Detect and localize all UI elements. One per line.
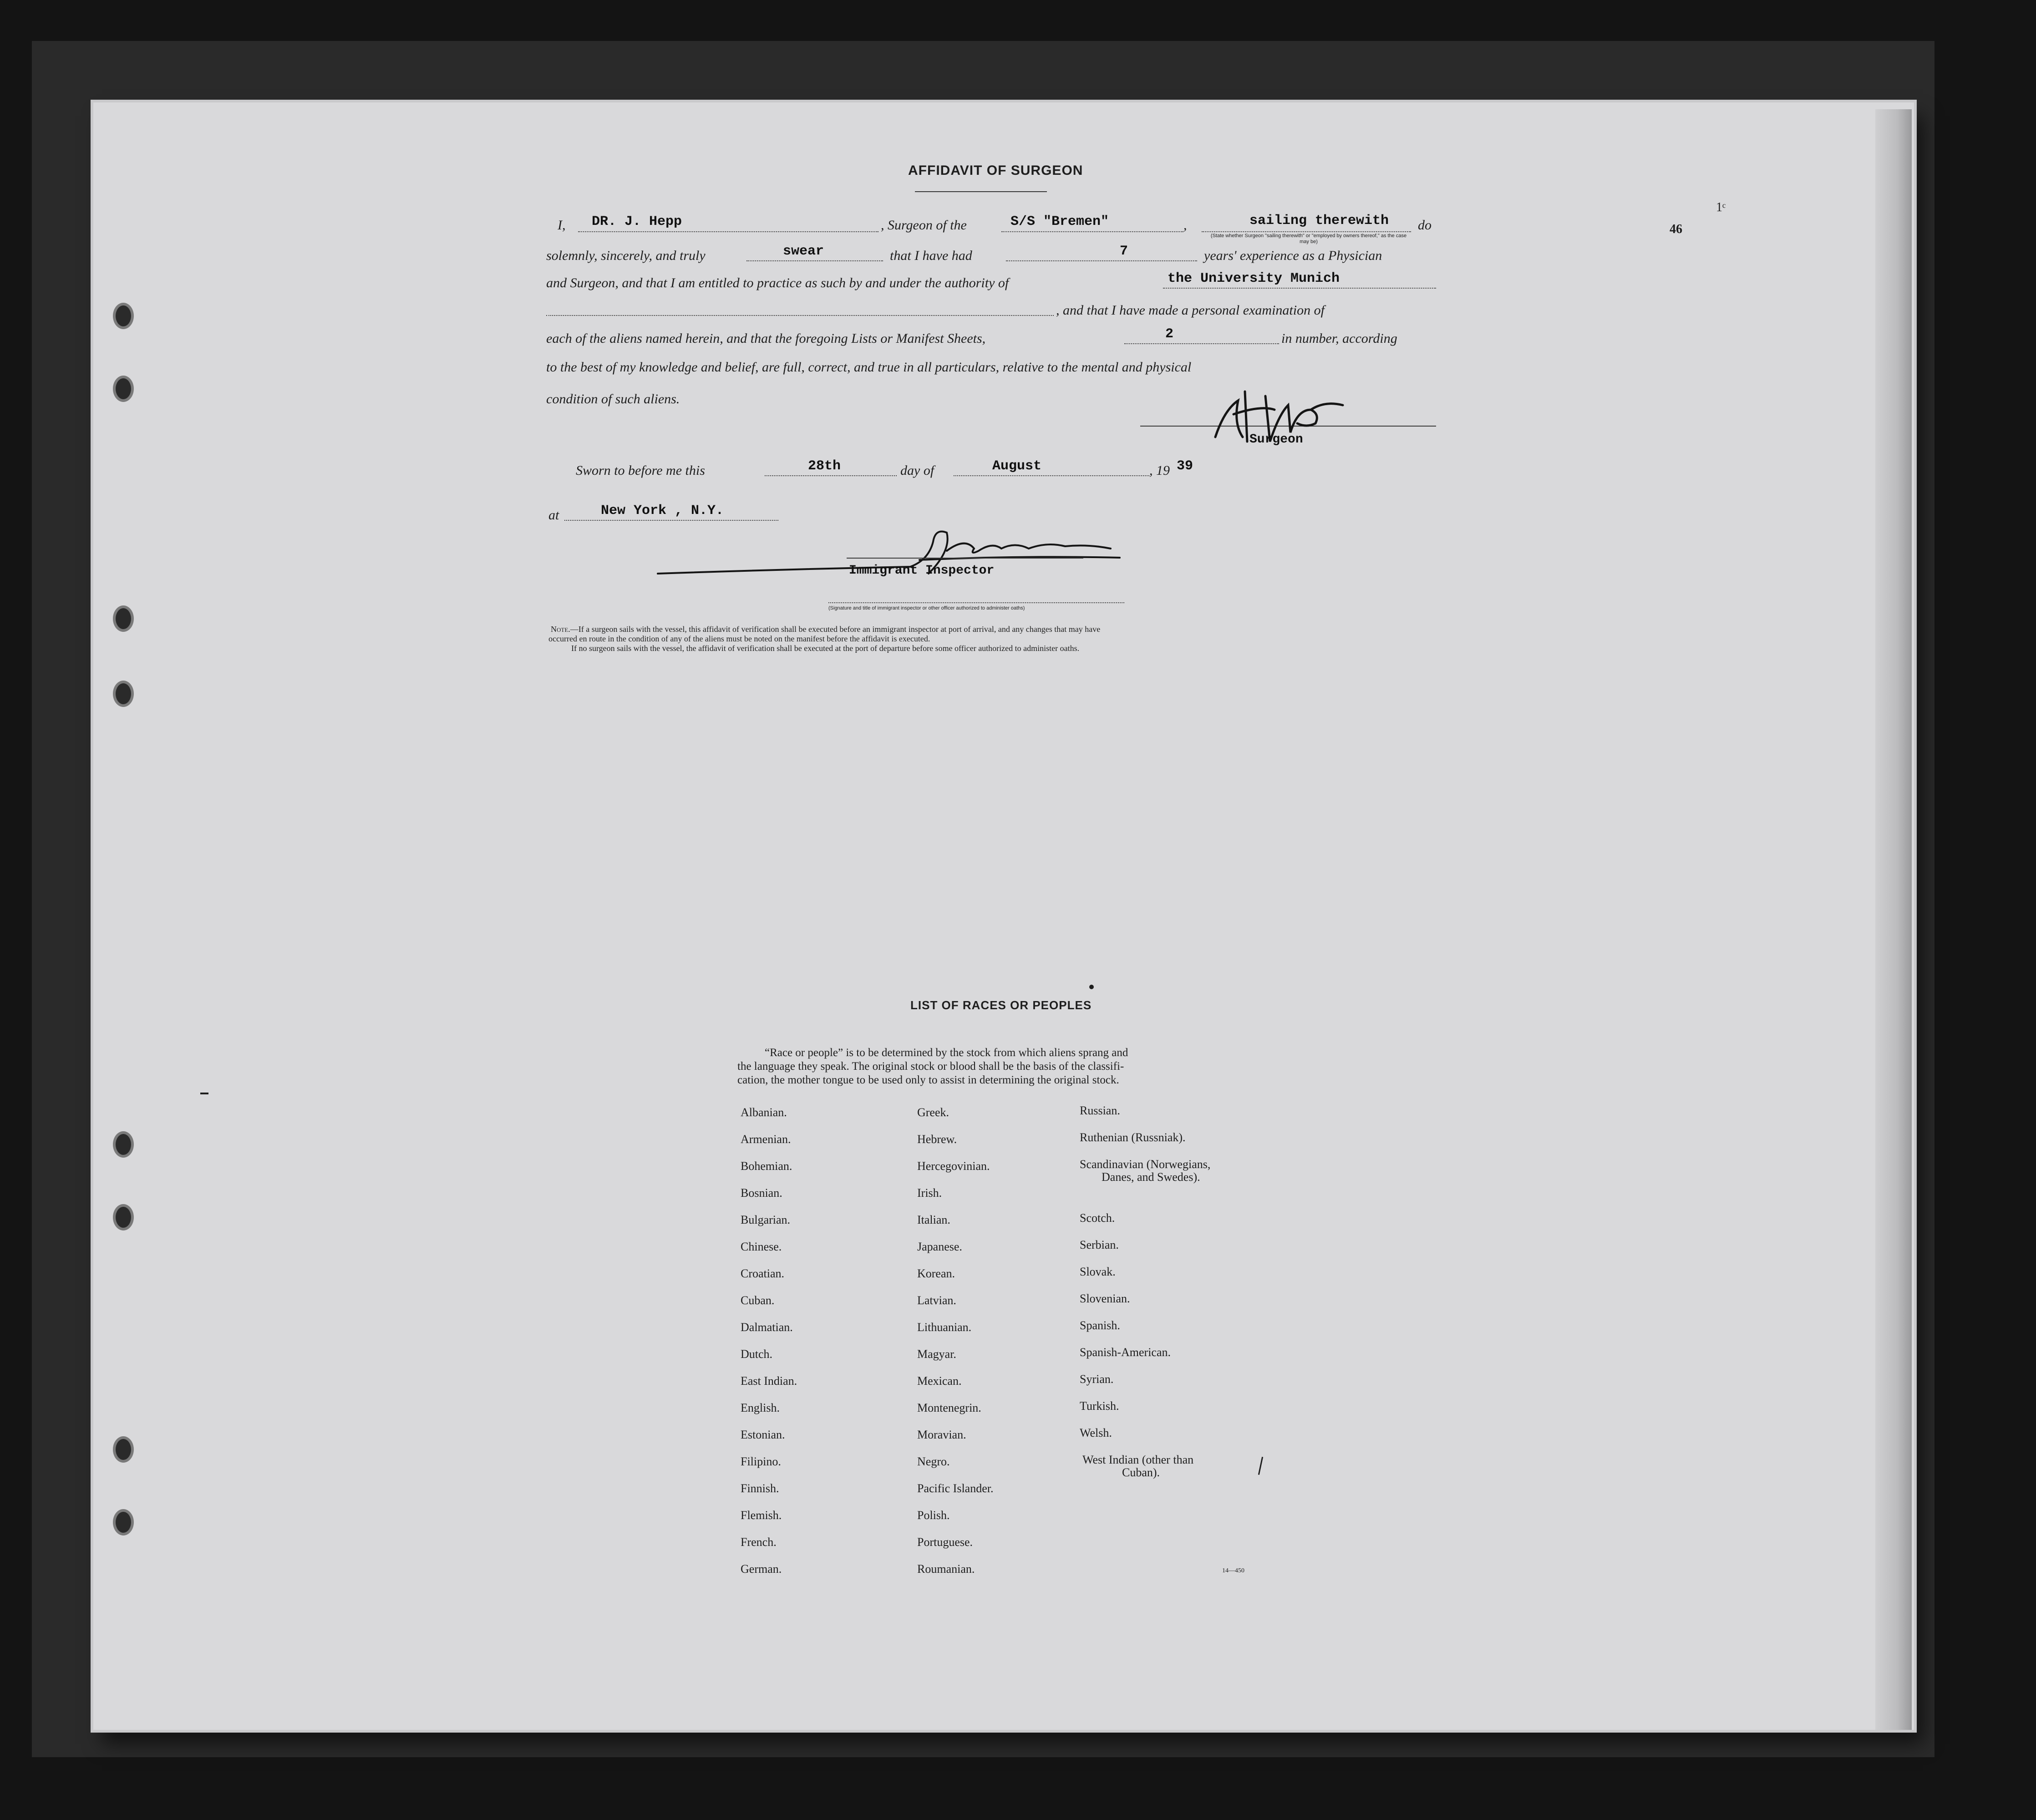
inspector-title: Immigrant Inspector xyxy=(849,564,995,578)
inspector-caption: (Signature and title of immigrant inspector or other officer authorized to administer oaths) xyxy=(828,605,1025,611)
line-text: and Surgeon, and that I am entitled to practice as such by and under the authority of xyxy=(546,275,1009,290)
sworn-month-field xyxy=(954,475,1149,476)
line-text: Sworn to before me this xyxy=(576,463,705,478)
document-page xyxy=(93,102,1914,1730)
vessel-field xyxy=(1001,231,1183,232)
race-item: Moravian. xyxy=(917,1428,966,1441)
line-text: do xyxy=(1418,218,1432,233)
punch-hole xyxy=(113,1204,134,1230)
race-item: Chinese. xyxy=(741,1240,782,1253)
race-item: Irish. xyxy=(917,1186,942,1200)
inspector-caption-line xyxy=(828,602,1124,603)
race-item: Cuban. xyxy=(741,1294,775,1307)
line-text: day of xyxy=(900,463,934,478)
race-item: Montenegrin. xyxy=(917,1401,981,1414)
race-item: Flemish. xyxy=(741,1509,782,1522)
vessel-name: S/S "Bremen" xyxy=(1010,214,1109,229)
race-item: Croatian. xyxy=(741,1267,785,1280)
line-text: solemnly, sincerely, and truly xyxy=(546,248,706,263)
status-hint: (State whether Surgeon "sailing therewith" or "employed by owners thereof," as the case may be) xyxy=(1210,233,1407,244)
punch-hole xyxy=(113,1131,134,1158)
race-item: Estonian. xyxy=(741,1428,785,1441)
punch-hole xyxy=(113,1436,134,1463)
punch-hole xyxy=(113,605,134,632)
line-text: that I have had xyxy=(890,248,972,263)
note-text: —If a surgeon sails with the vessel, this affidavit of verification shall be executed before an immigrant inspector at port of arrival, and any changes that may have xyxy=(570,625,1101,634)
race-item: East Indian. xyxy=(741,1374,797,1388)
race-item: Korean. xyxy=(917,1267,955,1280)
line-text: , Surgeon of the xyxy=(881,218,967,233)
race-item: Roumanian. xyxy=(917,1562,975,1576)
line-text: at xyxy=(548,508,559,523)
race-item: Mexican. xyxy=(917,1374,962,1388)
race-item: Bohemian. xyxy=(741,1159,792,1173)
race-item: Dutch. xyxy=(741,1347,773,1361)
line-text: in number, according xyxy=(1281,331,1397,346)
race-item: Finnish. xyxy=(741,1482,779,1495)
stray-mark xyxy=(1089,985,1094,989)
race-item: Cuban). xyxy=(1122,1466,1160,1479)
race-item: Filipino. xyxy=(741,1455,781,1468)
sheets-value: 2 xyxy=(1165,326,1174,342)
line-text: , 19 xyxy=(1149,463,1170,478)
authority-field xyxy=(1163,288,1436,289)
race-item: Welsh. xyxy=(1080,1426,1112,1439)
place-field xyxy=(564,520,778,521)
race-item: Greek. xyxy=(917,1106,949,1119)
place-value: New York , N.Y. xyxy=(601,503,724,519)
race-item: Ruthenian (Russniak). xyxy=(1080,1131,1186,1144)
sworn-year: 39 xyxy=(1177,458,1193,474)
race-item: Dalmatian. xyxy=(741,1321,793,1334)
punch-hole xyxy=(113,376,134,402)
surgeon-label: Surgeon xyxy=(1249,432,1303,447)
race-item: Syrian. xyxy=(1080,1373,1114,1386)
line-text: I, xyxy=(558,218,566,233)
race-item: West Indian (other than xyxy=(1082,1453,1194,1466)
status-field xyxy=(1202,231,1411,232)
stray-mark xyxy=(200,1093,208,1094)
surgeon-name: DR. J. Hepp xyxy=(592,214,682,229)
surgeon-status: sailing therewith xyxy=(1249,213,1389,229)
punch-hole xyxy=(113,1509,134,1535)
affidavit-title: AFFIDAVIT OF SURGEON xyxy=(908,163,1083,178)
races-intro-2: the language they speak. The original stock or blood shall be the basis of the classifi- xyxy=(737,1060,1124,1073)
race-item: Bosnian. xyxy=(741,1186,782,1200)
races-title: LIST OF RACES OR PEOPLES xyxy=(910,998,1092,1012)
race-item: Latvian. xyxy=(917,1294,956,1307)
page-fold xyxy=(1875,109,1912,1730)
line-text: , xyxy=(1183,218,1187,233)
line-text: to the best of my knowledge and belief, are full, correct, and true in all particulars, relative to the mental and physical xyxy=(546,360,1192,375)
race-item: Slovak. xyxy=(1080,1265,1116,1278)
race-item: Bulgarian. xyxy=(741,1213,791,1226)
race-item: Spanish-American. xyxy=(1080,1346,1171,1359)
race-item: Magyar. xyxy=(917,1347,956,1361)
punch-hole xyxy=(113,303,134,329)
race-item: Scotch. xyxy=(1080,1211,1115,1225)
punch-hole xyxy=(113,681,134,707)
sworn-day: 28th xyxy=(808,458,841,474)
inspector-title-line xyxy=(847,558,1083,559)
race-item: Slovenian. xyxy=(1080,1292,1130,1305)
oath-word: swear xyxy=(783,244,824,259)
race-item: Lithuanian. xyxy=(917,1321,972,1334)
authority-continuation-field xyxy=(546,315,1054,316)
race-item: Armenian. xyxy=(741,1133,791,1146)
sworn-day-field xyxy=(765,475,897,476)
race-item: German. xyxy=(741,1562,782,1576)
race-item: Polish. xyxy=(917,1509,950,1522)
race-item: Russian. xyxy=(1080,1104,1120,1117)
note-line-1 xyxy=(551,625,1100,634)
race-item: Albanian. xyxy=(741,1106,787,1119)
sheet-number: 46 xyxy=(1670,222,1682,236)
race-item: Turkish. xyxy=(1080,1399,1119,1413)
corner-mark: 1ᶜ xyxy=(1716,200,1726,214)
note-line-3: If no surgeon sails with the vessel, the affidavit of verification shall be executed at the port of departure before some officer authorized to administer oaths. xyxy=(571,644,1080,653)
race-item: Scandinavian (Norwegians, xyxy=(1080,1158,1211,1171)
note-line-2: occurred en route in the condition of any of the aliens must be noted on the manifest before the affidavit is executed. xyxy=(548,634,930,643)
line-text: condition of such aliens. xyxy=(546,391,680,407)
race-item: Danes, and Swedes). xyxy=(1102,1170,1200,1184)
race-item: Hercegovinian. xyxy=(917,1159,990,1173)
race-item: Portuguese. xyxy=(917,1535,973,1549)
race-item: Hebrew. xyxy=(917,1133,957,1146)
note-lead: Note. xyxy=(551,625,570,634)
surgeon-name-field xyxy=(578,231,878,232)
race-item: Serbian. xyxy=(1080,1238,1119,1251)
races-intro-3: cation, the mother tongue to be used only to assist in determining the original stock. xyxy=(737,1074,1119,1086)
race-item: French. xyxy=(741,1535,777,1549)
form-number: 14—450 xyxy=(1222,1567,1244,1574)
years-field xyxy=(1006,260,1197,261)
title-underline xyxy=(915,191,1047,192)
races-intro-1: “Race or people” is to be determined by the stock from which aliens sprang and xyxy=(765,1047,1128,1059)
sworn-month: August xyxy=(992,458,1042,474)
authority-value: the University Munich xyxy=(1168,271,1340,286)
race-item: Spanish. xyxy=(1080,1319,1120,1332)
race-item: Pacific Islander. xyxy=(917,1482,994,1495)
line-text: years' experience as a Physician xyxy=(1204,248,1382,263)
race-item: English. xyxy=(741,1401,780,1414)
race-item: Japanese. xyxy=(917,1240,962,1253)
sheets-field xyxy=(1124,343,1279,344)
race-item: Italian. xyxy=(917,1213,950,1226)
line-text: each of the aliens named herein, and that the foregoing Lists or Manifest Sheets, xyxy=(546,331,986,346)
oath-field xyxy=(746,260,883,261)
years-value: 7 xyxy=(1120,244,1128,259)
race-item: Negro. xyxy=(917,1455,950,1468)
line-text: , and that I have made a personal examination of xyxy=(1056,303,1325,318)
